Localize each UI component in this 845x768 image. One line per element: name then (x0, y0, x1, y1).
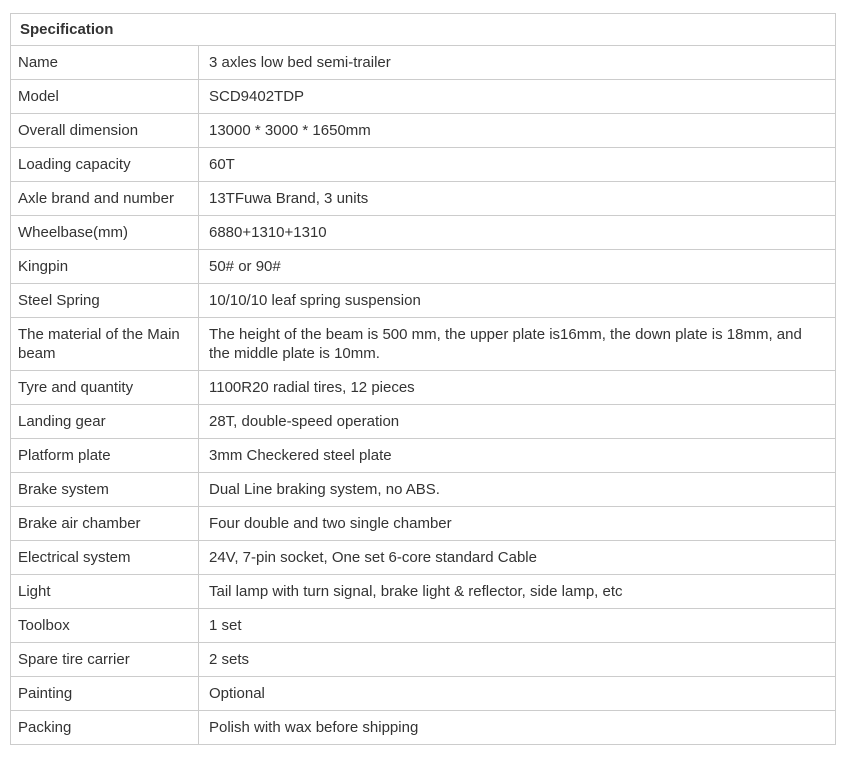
spec-row (11, 473, 836, 507)
spec-value: 3 axles low bed semi-trailer (199, 46, 836, 80)
spec-value: Polish with wax before shipping (199, 711, 836, 745)
spec-label: Electrical system (11, 541, 199, 575)
spec-row (11, 182, 836, 216)
spec-row (11, 80, 836, 114)
spec-row (11, 148, 836, 182)
spec-label: Kingpin (11, 250, 199, 284)
spec-label: Platform plate (11, 439, 199, 473)
spec-row (11, 250, 836, 284)
spec-value: 2 sets (199, 643, 836, 677)
spec-row (11, 643, 836, 677)
spec-row (11, 677, 836, 711)
spec-row (11, 284, 836, 318)
spec-row (11, 609, 836, 643)
spec-label: Spare tire carrier (11, 643, 199, 677)
spec-value: 1100R20 radial tires, 12 pieces (199, 371, 836, 405)
spec-label: Model (11, 80, 199, 114)
spec-value: Tail lamp with turn signal, brake light & reflector, side lamp, etc (199, 575, 836, 609)
spec-value: 3mm Checkered steel plate (199, 439, 836, 473)
spec-row (11, 541, 836, 575)
table-header-row (11, 14, 836, 46)
spec-row (11, 46, 836, 80)
spec-value: 13TFuwa Brand, 3 units (199, 182, 836, 216)
spec-label: Axle brand and number (11, 182, 199, 216)
specification-table (10, 13, 836, 745)
spec-row (11, 439, 836, 473)
spec-label: Toolbox (11, 609, 199, 643)
spec-value: The height of the beam is 500 mm, the upper plate is16mm, the down plate is 18mm, and the middle plate is 10mm. (199, 318, 836, 371)
spec-label: Overall dimension (11, 114, 199, 148)
spec-row (11, 371, 836, 405)
spec-value: 60T (199, 148, 836, 182)
spec-row (11, 216, 836, 250)
spec-row (11, 114, 836, 148)
spec-label: Light (11, 575, 199, 609)
spec-label: Painting (11, 677, 199, 711)
spec-row (11, 507, 836, 541)
spec-value: 24V, 7-pin socket, One set 6-core standard Cable (199, 541, 836, 575)
spec-value: Dual Line braking system, no ABS. (199, 473, 836, 507)
spec-value: 50# or 90# (199, 250, 836, 284)
spec-label: Brake air chamber (11, 507, 199, 541)
spec-value: Optional (199, 677, 836, 711)
spec-rows (11, 46, 836, 745)
spec-row (11, 575, 836, 609)
spec-row (11, 711, 836, 745)
spec-label: Steel Spring (11, 284, 199, 318)
spec-label: Wheelbase(mm) (11, 216, 199, 250)
spec-label: Name (11, 46, 199, 80)
table-title: Specification (11, 14, 836, 46)
spec-value: SCD9402TDP (199, 80, 836, 114)
spec-value: 10/10/10 leaf spring suspension (199, 284, 836, 318)
spec-value: 6880+1310+1310 (199, 216, 836, 250)
spec-row (11, 318, 836, 371)
spec-label: Loading capacity (11, 148, 199, 182)
spec-row (11, 405, 836, 439)
spec-label: Brake system (11, 473, 199, 507)
spec-value: 28T, double-speed operation (199, 405, 836, 439)
spec-label: The material of the Main beam (11, 318, 199, 371)
spec-value: Four double and two single chamber (199, 507, 836, 541)
spec-label: Packing (11, 711, 199, 745)
spec-value: 1 set (199, 609, 836, 643)
spec-value: 13000 * 3000 * 1650mm (199, 114, 836, 148)
spec-label: Landing gear (11, 405, 199, 439)
spec-label: Tyre and quantity (11, 371, 199, 405)
